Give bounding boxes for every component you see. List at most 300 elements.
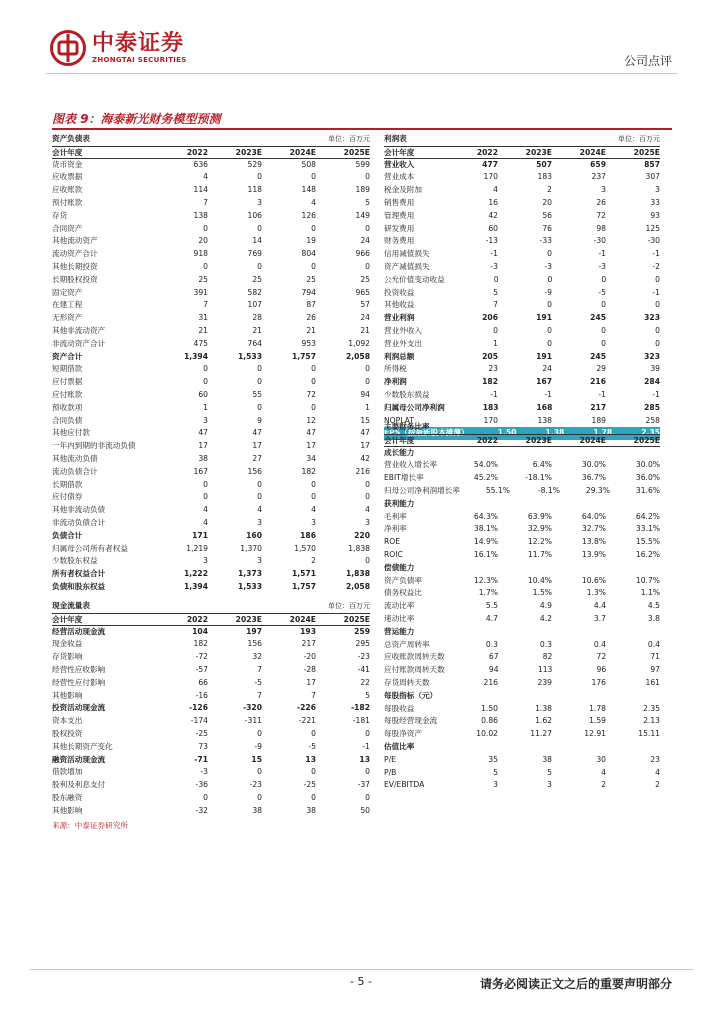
row-value: 477 bbox=[482, 159, 498, 169]
table-row bbox=[384, 299, 660, 312]
header-year: 2023E bbox=[525, 435, 552, 445]
table-row bbox=[384, 472, 660, 485]
row-value: 0 bbox=[655, 274, 660, 284]
row-value: -25 bbox=[195, 728, 208, 738]
row-value: 14 bbox=[252, 236, 262, 246]
row-value: 323 bbox=[644, 351, 660, 361]
row-value: 32 bbox=[252, 652, 262, 662]
row-value: 1,219 bbox=[186, 543, 208, 553]
row-value: 0 bbox=[601, 325, 606, 335]
row-value: 1.50 bbox=[481, 703, 498, 713]
row-value: 71 bbox=[650, 652, 660, 662]
row-value: 183 bbox=[537, 172, 552, 182]
row-value: 4 bbox=[203, 505, 208, 515]
table-header-row bbox=[52, 146, 370, 159]
row-value: -3 bbox=[544, 261, 552, 271]
row-label: 利润总额 bbox=[384, 351, 415, 361]
row-label: EV/EBITDA bbox=[384, 780, 425, 790]
row-value: 66 bbox=[198, 677, 208, 687]
row-value: 64.3% bbox=[473, 511, 498, 521]
row-label: 应收票据 bbox=[52, 172, 83, 182]
row-value: 30 bbox=[596, 754, 606, 764]
row-label: 每股经营现金流 bbox=[384, 716, 438, 726]
row-label: 每股收益 bbox=[384, 703, 415, 713]
table-row bbox=[52, 210, 370, 223]
row-value: 529 bbox=[247, 159, 262, 169]
row-label: 流动资产合计 bbox=[52, 249, 98, 259]
row-value: 1,533 bbox=[237, 581, 262, 591]
row-value: 12.91 bbox=[584, 729, 606, 739]
row-value: 67 bbox=[488, 652, 499, 662]
row-value: 191 bbox=[536, 313, 552, 323]
disclaimer-note: 请务必阅读正文之后的重要声明部分 bbox=[479, 977, 672, 991]
table-row bbox=[384, 389, 660, 402]
row-value: 156 bbox=[247, 466, 262, 476]
company-logo bbox=[50, 30, 187, 66]
row-value: 1,373 bbox=[237, 569, 262, 579]
row-value: 63.9% bbox=[527, 511, 552, 521]
table-row bbox=[52, 453, 370, 466]
row-value: 0.86 bbox=[481, 716, 498, 726]
table-unit: 单位：百万元 bbox=[328, 135, 370, 143]
row-value: 1.3% bbox=[586, 588, 606, 598]
logo-chinese-name: 中泰证券 bbox=[92, 30, 185, 56]
row-label: 其他影响 bbox=[52, 805, 83, 815]
row-value: 183 bbox=[482, 402, 499, 412]
row-value: 205 bbox=[482, 351, 498, 361]
row-value: 47 bbox=[252, 428, 262, 438]
table-unit: 单位：百万元 bbox=[618, 135, 660, 143]
row-value: 965 bbox=[355, 287, 370, 297]
row-value: 0 bbox=[311, 402, 316, 412]
row-value: 21 bbox=[252, 325, 262, 335]
header-year: 2022 bbox=[476, 435, 498, 445]
row-label: 股权投资 bbox=[52, 728, 83, 738]
row-value: -1 bbox=[490, 249, 498, 259]
row-label: 公允价值变动收益 bbox=[384, 274, 445, 284]
row-value: 10.7% bbox=[635, 575, 660, 585]
table-row bbox=[384, 274, 660, 287]
header-year: 2024E bbox=[579, 147, 606, 157]
table-row bbox=[384, 767, 660, 780]
row-value: 0 bbox=[203, 377, 208, 387]
row-label: 无形资产 bbox=[52, 313, 83, 323]
row-label: 销售费用 bbox=[384, 197, 415, 207]
row-value: 769 bbox=[247, 249, 262, 259]
row-label: 归母公司净利润增长率 bbox=[384, 485, 460, 495]
row-value: -5 bbox=[308, 741, 316, 751]
row-value: 1.38 bbox=[535, 703, 552, 713]
row-value: 1 bbox=[365, 402, 370, 412]
table-row bbox=[52, 702, 370, 715]
row-value: 217 bbox=[590, 402, 607, 412]
row-label: EBIT增长率 bbox=[384, 473, 424, 483]
row-value: 4.7 bbox=[485, 613, 498, 623]
header-year: 2025E bbox=[343, 614, 370, 624]
table-row bbox=[52, 287, 370, 300]
row-value: 3 bbox=[203, 415, 208, 425]
table-row bbox=[384, 536, 660, 549]
header-year: 2025E bbox=[633, 435, 660, 445]
row-value: -320 bbox=[242, 703, 262, 713]
row-value: 4 bbox=[203, 172, 208, 182]
row-value: 33.1% bbox=[635, 524, 660, 534]
row-value: 259 bbox=[354, 626, 370, 636]
row-value: 125 bbox=[645, 223, 660, 233]
row-label: 每股指标（元） bbox=[384, 690, 438, 700]
row-value: 1.50 bbox=[497, 428, 517, 438]
row-value: 47 bbox=[198, 428, 208, 438]
row-value: 1,757 bbox=[291, 351, 316, 361]
balance-sheet-table bbox=[52, 133, 370, 594]
row-value: 804 bbox=[301, 249, 316, 259]
row-value: 1 bbox=[203, 402, 208, 412]
row-label: 流动负债合计 bbox=[52, 466, 98, 476]
row-value: -5 bbox=[598, 287, 606, 297]
table-title: 主要财务比率 bbox=[384, 422, 430, 431]
row-label: 净利润 bbox=[384, 377, 407, 387]
row-value: 0 bbox=[311, 792, 316, 802]
table-row bbox=[52, 626, 370, 639]
table-row bbox=[52, 754, 370, 767]
row-value: 2.13 bbox=[643, 716, 660, 726]
header-year: 2023E bbox=[235, 147, 262, 157]
row-value: 4 bbox=[257, 505, 262, 515]
row-value: 21 bbox=[198, 325, 208, 335]
row-value: 34 bbox=[306, 453, 316, 463]
table-row bbox=[384, 549, 660, 562]
row-value: 1,092 bbox=[348, 338, 370, 348]
row-value: 0 bbox=[365, 261, 370, 271]
row-label: 股利及利息支付 bbox=[52, 780, 106, 790]
row-value: 0 bbox=[311, 261, 316, 271]
row-value: 216 bbox=[483, 677, 498, 687]
row-label: 营业成本 bbox=[384, 172, 415, 182]
row-label: 偿债能力 bbox=[384, 562, 415, 572]
row-value: 0 bbox=[257, 223, 262, 233]
row-value: 4 bbox=[365, 505, 370, 515]
row-value: 0 bbox=[257, 792, 262, 802]
row-label: 在建工程 bbox=[52, 300, 83, 310]
row-value: 14.9% bbox=[473, 537, 498, 547]
row-value: 20 bbox=[198, 236, 208, 246]
row-value: -126 bbox=[188, 703, 208, 713]
row-value: 0 bbox=[257, 479, 262, 489]
row-value: 0 bbox=[493, 274, 499, 284]
table-row bbox=[52, 402, 370, 415]
table-row bbox=[384, 363, 660, 376]
row-value: 17 bbox=[306, 441, 316, 451]
row-value: 1.5% bbox=[532, 588, 552, 598]
row-value: -3 bbox=[200, 767, 208, 777]
row-value: 0 bbox=[203, 479, 208, 489]
row-value: 73 bbox=[198, 741, 208, 751]
row-value: 76 bbox=[542, 223, 552, 233]
row-label: 存货 bbox=[52, 210, 68, 220]
table-row bbox=[384, 197, 660, 210]
row-value: 11.27 bbox=[530, 729, 552, 739]
row-value: 1,533 bbox=[237, 351, 262, 361]
row-value: 10.4% bbox=[527, 575, 552, 585]
table-row bbox=[384, 677, 660, 690]
row-value: -3 bbox=[490, 261, 498, 271]
row-value: -226 bbox=[296, 703, 316, 713]
row-value: 0 bbox=[311, 223, 316, 233]
row-value: 3.8 bbox=[647, 613, 660, 623]
row-value: 3 bbox=[203, 556, 208, 566]
row-value: 33 bbox=[650, 197, 660, 207]
row-value: 0 bbox=[365, 767, 370, 777]
row-value: 2 bbox=[601, 780, 606, 790]
row-value: 118 bbox=[247, 185, 262, 195]
row-value: 0 bbox=[601, 300, 606, 310]
row-value: 3 bbox=[311, 517, 316, 527]
row-value: 36.0% bbox=[635, 473, 660, 483]
row-label: 负债和股东权益 bbox=[52, 581, 106, 591]
row-label: 研发费用 bbox=[384, 223, 415, 233]
row-value: 189 bbox=[591, 415, 606, 425]
row-label: 长期股权投资 bbox=[52, 274, 98, 284]
row-value: 636 bbox=[193, 159, 208, 169]
row-value: 0 bbox=[365, 792, 370, 802]
row-value: -1 bbox=[652, 389, 660, 399]
table-row bbox=[52, 427, 370, 440]
row-value: 0.3 bbox=[485, 639, 498, 649]
section-row bbox=[384, 690, 660, 703]
row-value: 72 bbox=[596, 652, 607, 662]
row-value: 25 bbox=[360, 274, 370, 284]
row-value: 12.2% bbox=[527, 537, 552, 547]
row-value: 0 bbox=[203, 792, 208, 802]
row-value: 0 bbox=[257, 402, 262, 412]
row-value: 216 bbox=[590, 377, 606, 387]
row-value: 4 bbox=[311, 197, 316, 207]
row-value: -33 bbox=[539, 236, 552, 246]
row-label: 所得税 bbox=[384, 364, 407, 374]
row-value: 4.5 bbox=[647, 601, 660, 611]
row-value: 7 bbox=[257, 690, 262, 700]
table-header-row bbox=[52, 613, 370, 626]
row-label: 货币资金 bbox=[52, 159, 83, 169]
row-value: 170 bbox=[483, 172, 498, 182]
row-label: 其他非流动资产 bbox=[52, 325, 106, 335]
row-value: 98 bbox=[596, 223, 606, 233]
row-value: 507 bbox=[536, 159, 552, 169]
row-value: 0 bbox=[493, 325, 498, 335]
row-value: 13.9% bbox=[581, 549, 606, 559]
row-value: -181 bbox=[352, 716, 370, 726]
row-value: -25 bbox=[303, 780, 316, 790]
row-value: 0 bbox=[311, 377, 316, 387]
row-value: 38 bbox=[306, 805, 316, 815]
row-value: 0 bbox=[601, 338, 606, 348]
row-value: 0 bbox=[257, 261, 262, 271]
row-value: 0 bbox=[365, 377, 370, 387]
row-label: 速动比率 bbox=[384, 613, 415, 623]
row-value: 3 bbox=[365, 517, 370, 527]
table-row bbox=[384, 159, 660, 172]
row-value: 0 bbox=[311, 172, 316, 182]
row-value: 3 bbox=[257, 517, 262, 527]
table-row bbox=[52, 766, 370, 779]
row-value: 0 bbox=[365, 492, 370, 502]
row-value: 104 bbox=[192, 626, 208, 636]
row-value: -36 bbox=[195, 780, 208, 790]
row-label: 现金收益 bbox=[52, 639, 83, 649]
row-value: -1 bbox=[490, 389, 498, 399]
row-value: 0 bbox=[311, 364, 316, 374]
header-divider bbox=[46, 73, 678, 74]
row-value: 0 bbox=[365, 364, 370, 374]
table-row bbox=[52, 440, 370, 453]
row-label: 毛利率 bbox=[384, 511, 407, 521]
table-row bbox=[52, 543, 370, 556]
table-row bbox=[52, 715, 370, 728]
row-label: 其他长期资产变化 bbox=[52, 741, 113, 751]
table-row bbox=[52, 338, 370, 351]
row-value: 23 bbox=[650, 754, 660, 764]
zhongtai-logo-icon bbox=[50, 30, 86, 66]
row-value: 38 bbox=[542, 754, 552, 764]
row-value: 193 bbox=[300, 626, 316, 636]
row-label: 负债合计 bbox=[52, 530, 83, 540]
row-value: 0 bbox=[547, 300, 552, 310]
row-value: 1.7% bbox=[478, 588, 498, 598]
table-row bbox=[52, 184, 370, 197]
row-value: 0 bbox=[311, 767, 316, 777]
row-value: 13 bbox=[359, 754, 370, 764]
row-value: 7 bbox=[203, 300, 208, 310]
row-value: 10.6% bbox=[581, 575, 606, 585]
row-label: 流动比率 bbox=[384, 601, 415, 611]
table-title-row bbox=[384, 133, 660, 146]
figure-title: 图表 9：海泰新光财务模型预测 bbox=[52, 112, 221, 126]
row-value: 82 bbox=[542, 652, 553, 662]
table-row bbox=[384, 639, 660, 652]
row-value: 7 bbox=[493, 300, 498, 310]
row-value: 0 bbox=[257, 364, 262, 374]
table-row bbox=[52, 159, 370, 172]
section-row bbox=[384, 741, 660, 754]
row-value: -182 bbox=[350, 703, 370, 713]
row-value: 36.7% bbox=[581, 473, 606, 483]
table-row bbox=[52, 389, 370, 402]
row-value: 9 bbox=[257, 415, 262, 425]
row-value: 4 bbox=[311, 505, 316, 515]
row-value: 1.1% bbox=[640, 588, 660, 598]
row-value: 42 bbox=[360, 453, 370, 463]
row-value: 794 bbox=[301, 287, 316, 297]
row-value: 138 bbox=[193, 210, 208, 220]
row-label: 其他流动资产 bbox=[52, 236, 98, 246]
header-year: 2022 bbox=[186, 614, 208, 624]
row-value: -1 bbox=[652, 287, 660, 297]
table-row bbox=[384, 261, 660, 274]
row-value: 475 bbox=[193, 338, 208, 348]
row-value: -23 bbox=[249, 780, 262, 790]
row-label: 应付账款 bbox=[52, 389, 83, 399]
row-value: 13.8% bbox=[581, 537, 606, 547]
row-value: -311 bbox=[244, 716, 262, 726]
row-value: 508 bbox=[301, 159, 316, 169]
row-value: 32.9% bbox=[527, 524, 552, 534]
row-value: 16.1% bbox=[473, 549, 498, 559]
row-label: 管理费用 bbox=[384, 210, 415, 220]
row-label: 少数股东权益 bbox=[52, 556, 98, 566]
row-value: 35 bbox=[488, 754, 498, 764]
row-value: 5.5 bbox=[485, 601, 498, 611]
row-value: 167 bbox=[193, 466, 208, 476]
row-value: 0 bbox=[365, 728, 370, 738]
row-value: -30 bbox=[593, 236, 606, 246]
row-label: 营业外支出 bbox=[384, 338, 422, 348]
row-label: 股东融资 bbox=[52, 792, 83, 802]
row-value: 1,370 bbox=[240, 543, 262, 553]
row-value: 599 bbox=[355, 159, 370, 169]
table-row bbox=[384, 235, 660, 248]
row-value: 160 bbox=[246, 530, 262, 540]
cash-flow-table bbox=[52, 600, 370, 818]
table-row bbox=[52, 299, 370, 312]
header-year: 2024E bbox=[579, 435, 606, 445]
row-value: 148 bbox=[301, 185, 316, 195]
row-label: 估值比率 bbox=[384, 741, 415, 751]
row-label: 营运能力 bbox=[384, 626, 415, 636]
row-value: 3 bbox=[257, 556, 262, 566]
row-value: 258 bbox=[645, 415, 660, 425]
section-row bbox=[384, 626, 660, 639]
row-label: 应付债券 bbox=[52, 492, 83, 502]
row-label: ROIC bbox=[384, 549, 403, 559]
row-value: 5 bbox=[547, 767, 552, 777]
row-value: 47 bbox=[360, 428, 370, 438]
row-value: 0.4 bbox=[593, 639, 606, 649]
row-value: 4.9 bbox=[539, 601, 552, 611]
row-value: -1 bbox=[544, 389, 552, 399]
row-value: 94 bbox=[488, 665, 499, 675]
row-value: 64.2% bbox=[635, 511, 660, 521]
row-value: 94 bbox=[360, 389, 370, 399]
row-value: 96 bbox=[596, 665, 607, 675]
row-value: 7 bbox=[311, 690, 316, 700]
row-label: ROE bbox=[384, 537, 401, 547]
header-label: 会计年度 bbox=[384, 435, 415, 445]
row-label: 营业收入增长率 bbox=[384, 460, 438, 470]
row-value: -41 bbox=[357, 664, 370, 674]
row-label: P/E bbox=[384, 754, 396, 764]
row-value: 4.2 bbox=[539, 613, 552, 623]
row-value: 0.3 bbox=[539, 639, 552, 649]
row-value: 38.1% bbox=[473, 524, 498, 534]
row-value: 171 bbox=[192, 530, 208, 540]
row-label: NOPLAT bbox=[384, 415, 414, 425]
row-value: -20 bbox=[303, 652, 316, 662]
table-row bbox=[52, 805, 370, 818]
row-value: 11.7% bbox=[527, 549, 552, 559]
row-value: 32.7% bbox=[581, 524, 606, 534]
header-year: 2023E bbox=[235, 614, 262, 624]
table-row bbox=[52, 491, 370, 504]
row-value: -1 bbox=[362, 741, 370, 751]
row-value: 7 bbox=[257, 664, 262, 674]
row-value: 25 bbox=[306, 274, 316, 284]
row-value: 0 bbox=[203, 364, 208, 374]
logo-english-name: ZHONGTAI SECURITIES bbox=[92, 55, 187, 64]
table-row bbox=[52, 568, 370, 581]
row-value: 0 bbox=[365, 172, 370, 182]
row-value: 0 bbox=[311, 492, 316, 502]
table-row bbox=[384, 459, 660, 472]
